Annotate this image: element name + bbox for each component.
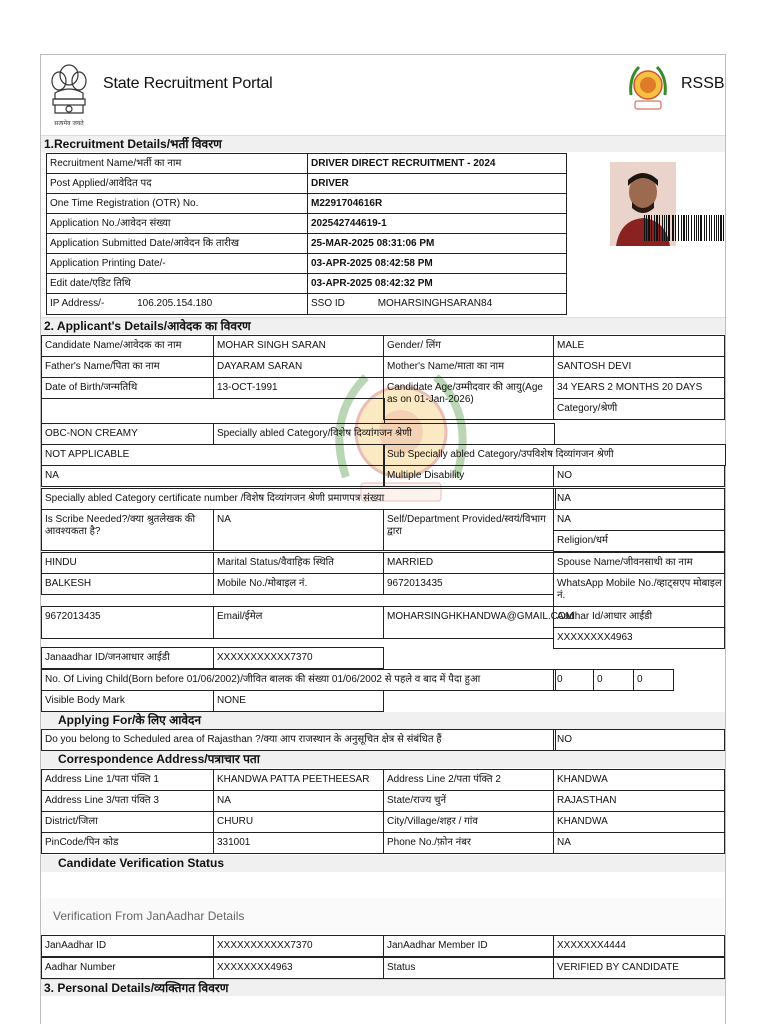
category-label: Category/श्रेणी <box>553 398 725 420</box>
barcode-bar <box>646 215 647 241</box>
barcode-bar <box>691 215 692 241</box>
barcode-bar <box>720 215 722 241</box>
district-label: District/जिला <box>41 811 214 833</box>
barcode-bar <box>651 215 652 241</box>
category-value: OBC-NON CREAMY <box>41 423 214 445</box>
section-recruitment-title: 1.Recruitment Details/भर्ती विवरण <box>41 135 725 152</box>
district-value: CHURU <box>213 811 384 833</box>
recruitment-value: DRIVER <box>307 173 567 194</box>
mother-name-value: SANTOSH DEVI <box>553 356 725 378</box>
email-label: Email/ईमेल <box>213 606 384 639</box>
multiple-disability-label: Multiple Disability <box>383 465 554 487</box>
religion-value: HINDU <box>41 552 214 574</box>
state-value: RAJASTHAN <box>553 790 725 812</box>
janaadhar-id-value: XXXXXXXXXXX7370 <box>213 935 384 957</box>
aadhar-number-value: XXXXXXXX4963 <box>213 957 384 979</box>
spouse-name-value: BALKESH <box>41 573 214 595</box>
candidate-name-label: Candidate Name/आवेदक का नाम <box>41 335 214 357</box>
self-department-label: Self/Department Provided/स्वयं/विभाग द्वारा <box>383 509 554 551</box>
scheduled-area-answer: NO <box>553 729 725 751</box>
ip-value: 106.205.154.180 <box>137 298 213 309</box>
barcode-bar <box>716 215 717 241</box>
religion-label: Religion/धर्म <box>553 530 725 552</box>
barcode-bar <box>664 215 665 241</box>
gender-label: Gender/ लिंग <box>383 335 554 357</box>
header <box>41 55 725 133</box>
section-applicant-title: 2. Applicant's Details/आवेदक का विवरण <box>41 317 725 334</box>
barcode-bar <box>678 215 679 241</box>
spouse-name-label: Spouse Name/जीवनसाथी का नाम <box>553 552 725 574</box>
barcode-bar <box>681 215 682 241</box>
father-name-label: Father's Name/पिता का नाम <box>41 356 214 378</box>
barcode-bar <box>654 215 655 241</box>
address-line1-value: KHANDWA PATTA PEETHEESAR <box>213 769 384 791</box>
scheduled-area-question: Do you belong to Scheduled area of Rajasthan ?/क्या आप राजस्थान के अनुसूचित क्षेत्र से संबंधित हैं <box>41 729 556 751</box>
barcode-bar <box>696 215 697 241</box>
recruitment-label: Application No./आवेदन संख्या <box>46 213 308 234</box>
barcode-bar <box>700 215 702 241</box>
barcode-bar <box>675 215 676 241</box>
recruitment-label: Application Printing Date/- <box>46 253 308 274</box>
blank-cell <box>41 398 385 424</box>
member-id-label: JanAadhar Member ID <box>383 935 554 957</box>
certificate-label: Specially abled Category certificate number /विशेष दिव्यांगजन श्रेणी प्रमाणपत्र संख्या <box>41 488 556 510</box>
barcode-bar <box>672 215 674 241</box>
age-label: Candidate Age/उम्मीदवार की आयु(Age as on 01-Jan-2026) <box>383 377 554 420</box>
barcode-bar <box>706 215 707 241</box>
city-value: KHANDWA <box>553 811 725 833</box>
barcode-bar <box>662 215 663 241</box>
barcode-bar <box>723 215 724 241</box>
recruitment-value: DRIVER DIRECT RECRUITMENT - 2024 <box>307 153 567 174</box>
father-name-value: DAYARAM SARAN <box>213 356 384 378</box>
dob-label: Date of Birth/जन्मतिथि <box>41 377 214 399</box>
scribe-label: Is Scribe Needed?/क्या श्रुतलेखक की आवश्यकता है? <box>41 509 214 551</box>
candidate-name-value: MOHAR SINGH SARAN <box>213 335 384 357</box>
state-label: State/राज्य चुनें <box>383 790 554 812</box>
barcode-bar <box>709 215 710 241</box>
address-line3-label: Address Line 3/पता पंक्ति 3 <box>41 790 214 812</box>
org-name: RSSB <box>681 75 725 92</box>
multiple-disability-value: NO <box>553 465 725 487</box>
mobile-label: Mobile No./मोबाइल नं. <box>213 573 384 595</box>
whatsapp-value: 9672013435 <box>41 606 214 639</box>
dob-value: 13-OCT-1991 <box>213 377 384 399</box>
rssb-logo-icon <box>625 59 671 115</box>
recruitment-label: One Time Registration (OTR) No. <box>46 193 308 214</box>
recruitment-label: Recruitment Name/भर्ती का नाम <box>46 153 308 174</box>
body-mark-value: NONE <box>213 690 384 712</box>
svg-text:सत्यमेव जयते: सत्यमेव जयते <box>54 120 84 127</box>
barcode-bar <box>656 215 658 241</box>
barcode-bar <box>718 215 719 241</box>
barcode-bar <box>666 215 667 241</box>
whatsapp-label: WhatsApp Mobile No./व्हाट्सएप मोबाइल नं. <box>553 573 725 607</box>
ip-label-cell <box>46 293 308 315</box>
member-id-value: XXXXXXX4444 <box>553 935 725 957</box>
aadhar-number-label: Aadhar Number <box>41 957 214 979</box>
recruitment-value: 25-MAR-2025 08:31:06 PM <box>307 233 567 254</box>
living-child-value: 0 <box>633 669 674 691</box>
recruitment-value: 03-APR-2025 08:42:32 PM <box>307 273 567 294</box>
address-line2-value: KHANDWA <box>553 769 725 791</box>
verification-subtitle: Verification From JanAadhar Details <box>53 909 245 923</box>
barcode-bar <box>659 215 660 241</box>
national-emblem-icon <box>47 59 91 131</box>
recruitment-value: 03-APR-2025 08:42:58 PM <box>307 253 567 274</box>
janaadhar-label: Janaadhar ID/जनआधार आईडी <box>41 647 214 669</box>
body-mark-label: Visible Body Mark <box>41 690 214 712</box>
marital-status-label: Marital Status/वैवाहिक स्थिति <box>213 552 384 574</box>
gender-value: MALE <box>553 335 725 357</box>
barcode-bar <box>714 215 715 241</box>
living-child-label: No. Of Living Child(Born before 01/06/2002)/जीवित बालक की संख्या 01/06/2002 से पहले व बाद में पैदा हुआ <box>41 669 556 691</box>
ip-label: IP Address/- <box>50 298 105 309</box>
barcode-bar <box>668 215 670 241</box>
certificate-value: NA <box>553 488 725 510</box>
recruitment-value: M2291704616R <box>307 193 567 214</box>
phone-value: NA <box>553 832 725 854</box>
barcode-bar <box>694 215 695 241</box>
age-value: 34 YEARS 2 MONTHS 20 DAYS <box>553 377 725 399</box>
janaadhar-id-label: JanAadhar ID <box>41 935 214 957</box>
barcode-bar <box>704 215 705 241</box>
self-department-value: NA <box>553 509 725 531</box>
application-form <box>40 54 726 1024</box>
section-correspondence-title: Correspondence Address/पत्राचार पता <box>41 751 725 768</box>
section-personal-title: 3. Personal Details/व्यक्तिगत विवरण <box>41 979 725 996</box>
section-verification-title: Candidate Verification Status <box>41 855 725 872</box>
barcode-bar <box>688 215 689 241</box>
address-line2-label: Address Line 2/पता पंक्ति 2 <box>383 769 554 791</box>
sub-special-category-label: Sub Specially abled Category/उपविशेष दिव्यांगजन श्रेणी <box>383 444 726 466</box>
email-value: MOHARSINGHKHANDWA@GMAIL.COM <box>383 606 554 639</box>
living-child-value: 0 <box>553 669 594 691</box>
barcode-bar <box>644 215 645 241</box>
pincode-label: PinCode/पिन कोड <box>41 832 214 854</box>
address-line3-value: NA <box>213 790 384 812</box>
sso-cell <box>307 293 567 315</box>
barcode-bar <box>686 215 687 241</box>
recruitment-value: 202542744619-1 <box>307 213 567 234</box>
mother-name-label: Mother's Name/माता का नाम <box>383 356 554 378</box>
special-category-label: Specially abled Category/विशेष दिव्यांगजन श्रेणी <box>213 423 555 445</box>
special-category-value: NOT APPLICABLE <box>41 444 385 466</box>
status-label: Status <box>383 957 554 979</box>
barcode-icon <box>644 215 726 241</box>
aadhar-value: XXXXXXXX4963 <box>553 627 725 649</box>
recruitment-label: Edit date/एडिट तिथि <box>46 273 308 294</box>
mobile-value: 9672013435 <box>383 573 554 595</box>
barcode-bar <box>648 215 650 241</box>
sub-special-category-value: NA <box>41 465 385 487</box>
living-child-value: 0 <box>593 669 634 691</box>
recruitment-label: Application Submitted Date/आवेदन कि तारीख <box>46 233 308 254</box>
barcode-bar <box>711 215 712 241</box>
barcode-bar <box>698 215 699 241</box>
janaadhar-value: XXXXXXXXXXX7370 <box>213 647 384 669</box>
city-label: City/Village/शहर / गांव <box>383 811 554 833</box>
portal-title: State Recruitment Portal <box>103 75 273 92</box>
recruitment-label: Post Applied/आवेदित पद <box>46 173 308 194</box>
marital-status-value: MARRIED <box>383 552 554 574</box>
section-applying-title: Applying For/के लिए आवेदन <box>41 712 725 729</box>
pincode-value: 331001 <box>213 832 384 854</box>
scribe-value: NA <box>213 509 384 551</box>
status-value: VERIFIED BY CANDIDATE <box>553 957 725 979</box>
sso-value: MOHARSINGHSARAN84 <box>377 298 493 309</box>
aadhar-label: Aadhar Id/आधार आईडी <box>553 606 725 628</box>
address-line1-label: Address Line 1/पता पंक्ति 1 <box>41 769 214 791</box>
sso-label: SSO ID <box>311 298 345 309</box>
phone-label: Phone No./फ़ोन नंबर <box>383 832 554 854</box>
barcode-bar <box>683 215 685 241</box>
